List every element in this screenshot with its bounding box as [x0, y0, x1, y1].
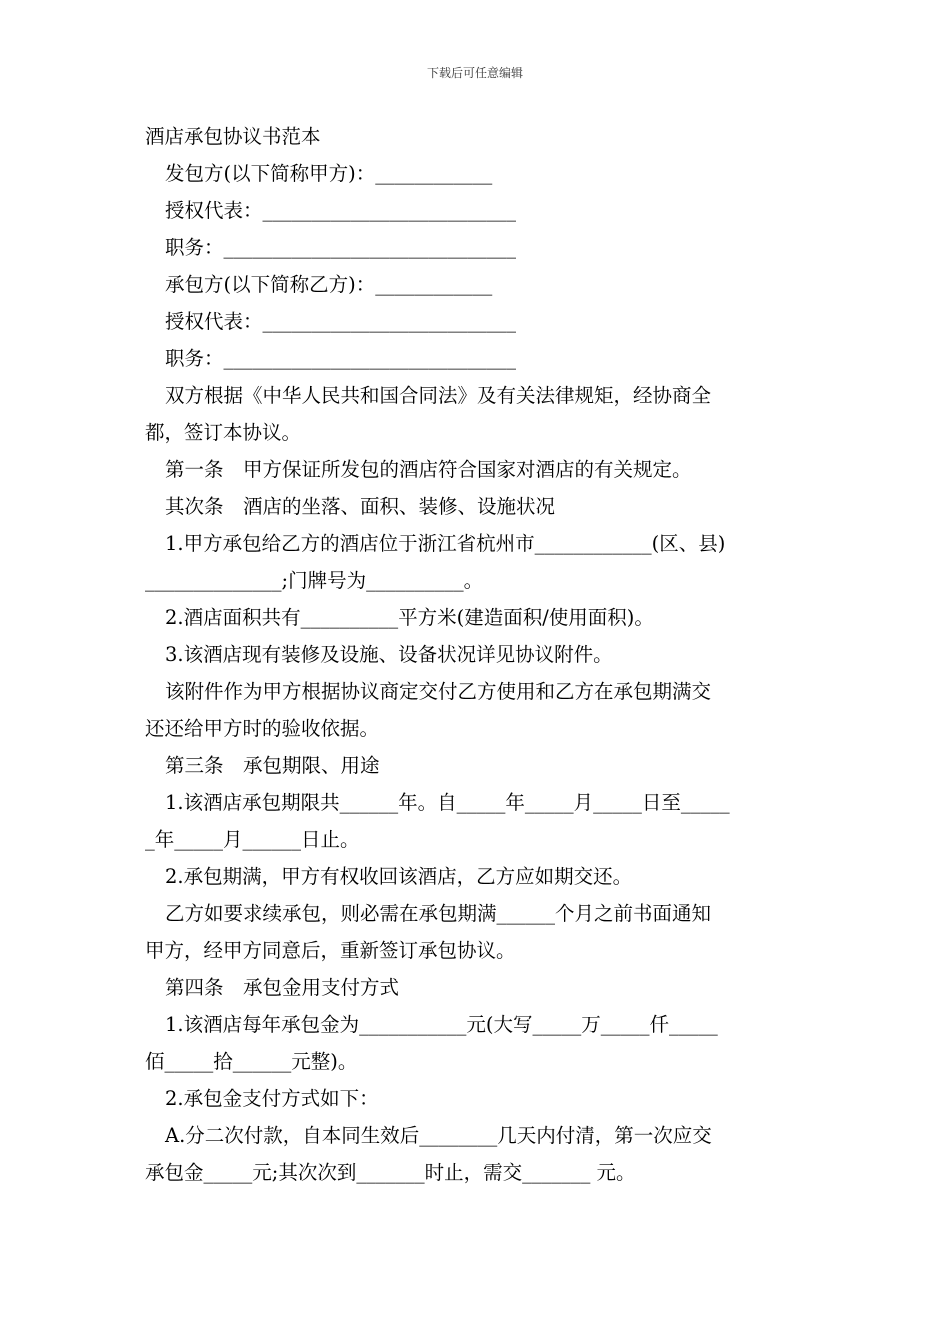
- article-2-item-2: 2.酒店面积共有__________平方米(建造面积/使用面积)。: [165, 606, 654, 629]
- article-3-item-1: 1.该酒店承包期限共______年。自_____年_____月_____日至_____: [165, 791, 730, 814]
- preamble-line-1: 双方根据《中华人民共和国合同法》及有关法律规矩，经协商全: [165, 384, 712, 407]
- party-b-representative-line: 授权代表：__________________________: [165, 310, 517, 333]
- article-2-heading: 其次条 酒店的坐落、面积、装修、设施状况: [165, 495, 556, 518]
- article-2-item-1: 1.甲方承包给乙方的酒店位于浙江省杭州市____________(区、县): [165, 532, 726, 555]
- article-4-item-1-cont: 佰_____拾______元整)。: [145, 1050, 358, 1073]
- article-2-item-1-cont: ______________;门牌号为__________。: [145, 569, 484, 592]
- document-title: 酒店承包协议书范本: [145, 125, 321, 148]
- party-a-position-line: 职务：______________________________: [165, 236, 517, 259]
- party-a-representative-line: 授权代表：__________________________: [165, 199, 517, 222]
- article-4-heading: 第四条 承包金用支付方式: [165, 976, 400, 999]
- renewal-line-2: 甲方，经甲方同意后，重新签订承包协议。: [145, 939, 516, 962]
- article-2-item-3: 3.该酒店现有装修及设施、设备状况详见协议附件。: [165, 643, 613, 666]
- annex-note-line-1: 该附件作为甲方根据协议商定交付乙方使用和乙方在承包期满交: [165, 680, 712, 703]
- party-a-line: 发包方(以下简称甲方)：____________: [165, 162, 493, 185]
- party-b-position-line: 职务：______________________________: [165, 347, 517, 370]
- document-body: [145, 118, 810, 1191]
- article-4-item-1: 1.该酒店每年承包金为___________元(大写_____万_____仟_____: [165, 1013, 718, 1036]
- article-3-item-1-cont: _年_____月______日止。: [145, 828, 360, 851]
- payment-option-a-line-1: A.分二次付款，自本同生效后________几天内付清，第一次应交: [165, 1124, 712, 1147]
- annex-note-line-2: 还还给甲方时的验收依据。: [145, 717, 380, 740]
- preamble-line-2: 都，签订本协议。: [145, 421, 302, 444]
- party-b-line: 承包方(以下简称乙方)：____________: [165, 273, 493, 296]
- payment-option-a-line-2: 承包金_____元;其次次到_______时止，需交_______ 元。: [145, 1161, 636, 1184]
- article-3-item-2: 2.承包期满，甲方有权收回该酒店，乙方应如期交还。: [165, 865, 633, 888]
- article-3-heading: 第三条 承包期限、用途: [165, 754, 380, 777]
- renewal-line-1: 乙方如要求续承包，则必需在承包期满______个月之前书面通知: [165, 902, 712, 925]
- article-4-item-2: 2.承包金支付方式如下：: [165, 1087, 379, 1110]
- article-1: 第一条 甲方保证所发包的酒店符合国家对酒店的有关规定。: [165, 458, 692, 481]
- header-note: 下载后可任意编辑: [426, 66, 523, 80]
